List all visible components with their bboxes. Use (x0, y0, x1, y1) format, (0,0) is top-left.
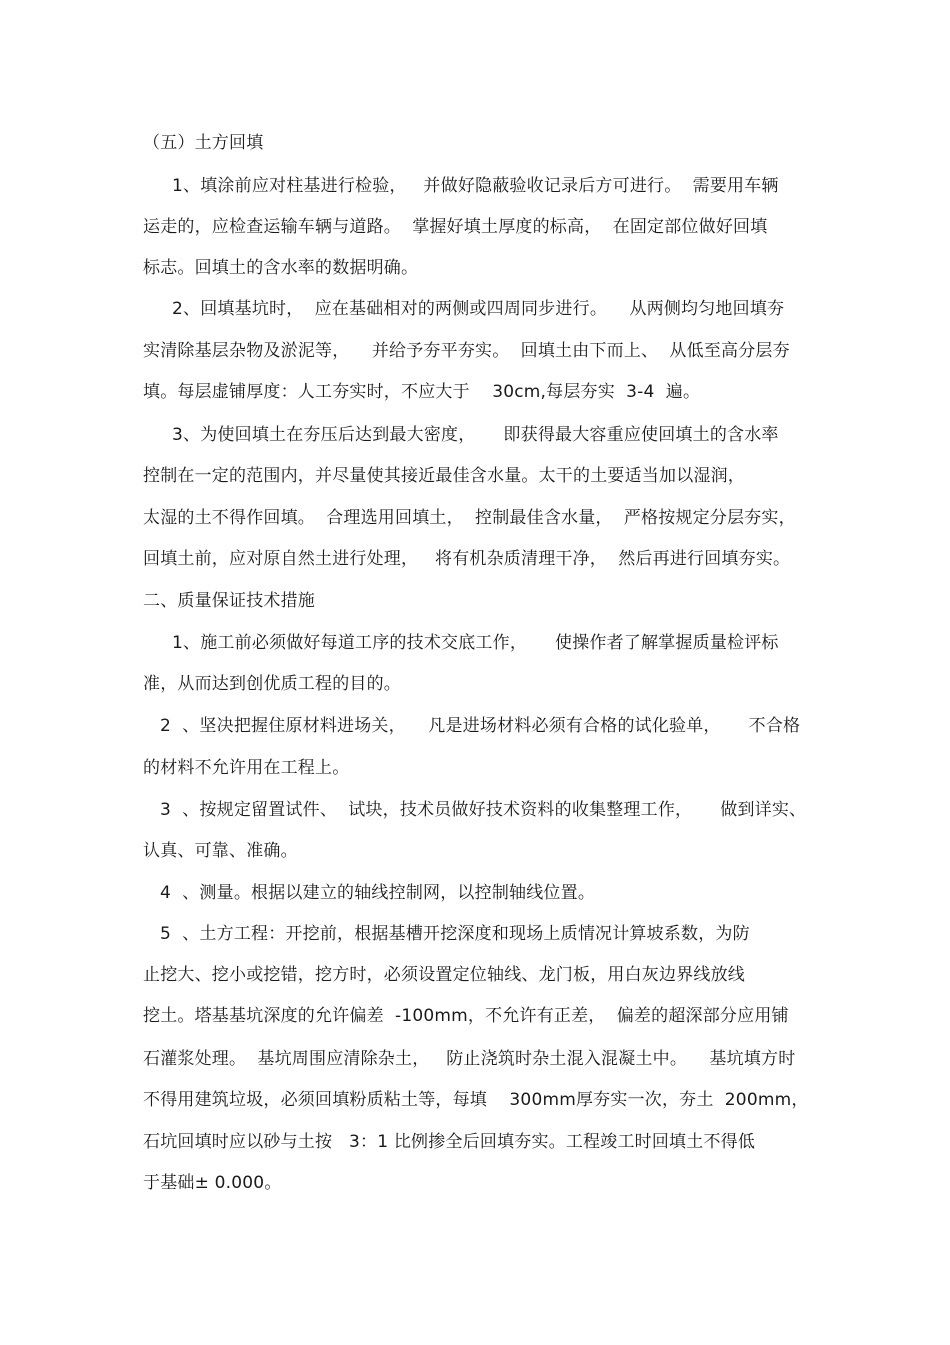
paragraph-line: 准，从而达到创优质工程的目的。 (143, 674, 401, 694)
paragraph-line: 1、填涂前应对柱基进行检验， 并做好隐蔽验收记录后方可进行。 需要用车辆 (172, 176, 779, 196)
paragraph-line: 3 、按规定留置试件、 试块，技术员做好技术资料的收集整理工作， 做到详实、 (160, 800, 807, 820)
paragraph-line: 3、为使回填土在夯压后达到最大密度， 即获得最大容重应使回填土的含水率 (172, 425, 779, 445)
paragraph-line: 石坑回填时应以砂与土按 3：1 比例掺全后回填夯实。工程竣工时回填土不得低 (143, 1132, 756, 1152)
paragraph-line: 2、回填基坑时， 应在基础相对的两侧或四周同步进行。 从两侧均匀地回填夯 (172, 299, 785, 319)
paragraph-line: 5 、土方工程：开挖前，根据基槽开挖深度和现场上质情况计算坡系数，为防 (160, 924, 750, 944)
paragraph-line: 2 、坚决把握住原材料进场关， 凡是进场材料必须有合格的试化验单， 不合格 (160, 716, 801, 736)
paragraph-line: 回填土前，应对原自然土进行处理， 将有机杂质清理干净， 然后再进行回填夯实。 (143, 549, 791, 569)
paragraph-line: 4 、测量。根据以建立的轴线控制网，以控制轴线位置。 (160, 883, 596, 903)
paragraph-line: 太湿的土不得作回填。 合理选用回填土， 控制最佳含水量， 严格按规定分层夯实， (143, 508, 796, 528)
paragraph-line: 挖土。塔基基坑深度的允许偏差 -100mm，不允许有正差， 偏差的超深部分应用铺 (143, 1006, 789, 1026)
paragraph-line: 的材料不允许用在工程上。 (143, 758, 350, 778)
paragraph-line: 不得用建筑垃圾，必须回填粉质粘土等，每填 300mm厚夯实一次，夯土 200mm， (143, 1090, 809, 1110)
paragraph-line: 填。每层虚铺厚度：人工夯实时，不应大于 30cm,每层夯实 3-4 遍。 (143, 382, 701, 402)
paragraph-line: 1、施工前必须做好每道工序的技术交底工作， 使操作者了解掌握质量检评标 (172, 633, 779, 653)
paragraph-line: 控制在一定的范围内，并尽量使其接近最佳含水量。太干的土要适当加以湿润， (143, 466, 745, 486)
paragraph-line: 于基础± 0.000。 (143, 1173, 282, 1193)
paragraph-line: 运走的，应检查运输车辆与道路。 掌握好填土厚度的标高， 在固定部位做好回填 (143, 217, 768, 237)
paragraph-line: 止挖大、挖小或挖错，挖方时，必须设置定位轴线、龙门板，用白灰边界线放线 (143, 965, 745, 985)
paragraph-line: 实清除基层杂物及淤泥等， 并给予夯平夯实。 回填土由下而上、 从低至高分层夯 (143, 341, 790, 361)
paragraph-line: 标志。回填土的含水率的数据明确。 (143, 258, 419, 278)
section-heading-quality-measures: 二、质量保证技术措施 (143, 591, 315, 611)
paragraph-line: 认真、可靠、准确。 (143, 841, 298, 861)
paragraph-line: 石灌浆处理。 基坑周围应清除杂土， 防止浇筑时杂土混入混凝土中。 基坑填方时 (143, 1049, 796, 1069)
section-heading-earth-backfill: （五）土方回填 (143, 133, 264, 153)
